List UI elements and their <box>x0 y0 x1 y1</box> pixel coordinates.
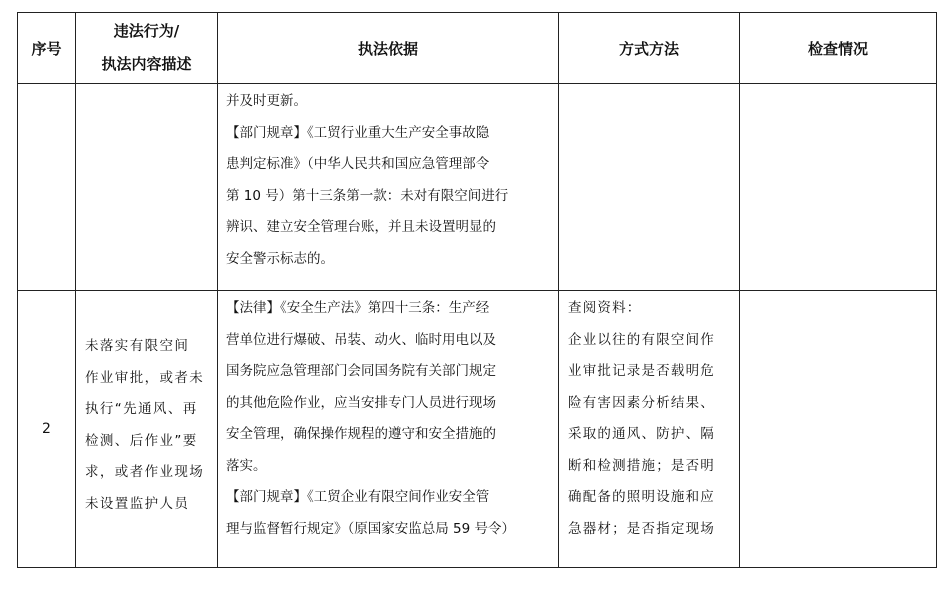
method-line: 断和检测措施；是否明 <box>568 457 715 474</box>
enforcement-table <box>17 12 937 568</box>
cell-behavior <box>76 84 218 291</box>
table-header-row <box>18 13 937 84</box>
behavior-line: 未落实有限空间 <box>85 338 190 354</box>
header-basis: 执法依据 <box>218 13 559 84</box>
basis-line: 安全警示标志的。 <box>226 250 334 267</box>
basis-line: 【法律】《安全生产法》第四十三条：生产经 <box>226 300 490 316</box>
basis-line: 国务院应急管理部门会同国务院有关部门规定 <box>226 363 496 379</box>
cell-result <box>740 84 937 291</box>
behavior-line: 未设置监护人员 <box>85 495 190 512</box>
basis-line: 【部门规章】《工贸行业重大生产安全事故隐 <box>226 124 490 141</box>
cell-behavior <box>76 291 218 568</box>
behavior-line: 执行“先通风、再 <box>85 401 198 417</box>
cell-basis <box>218 291 559 568</box>
method-line: 查阅资料： <box>568 300 642 316</box>
header-method: 方式方法 <box>559 13 740 84</box>
behavior-line: 求，或者作业现场 <box>85 464 205 480</box>
basis-line: 并及时更新。 <box>226 93 307 109</box>
behavior-line: 作业审批，或者未 <box>85 369 205 386</box>
basis-line: 的其他危险作业，应当安排专门人员进行现场 <box>226 394 496 411</box>
cell-basis <box>218 84 559 291</box>
header-behavior <box>76 13 218 84</box>
method-line: 业审批记录是否载明危 <box>568 363 715 379</box>
basis-line: 第 10 号）第十三条第一款：未对有限空间进行 <box>226 187 509 204</box>
cell-seq <box>18 84 76 291</box>
basis-line: 安全管理，确保操作规程的遵守和安全措施的 <box>226 426 496 442</box>
basis-line: 落实。 <box>226 457 267 474</box>
method-line: 险有害因素分析结果、 <box>568 394 715 411</box>
header-result: 检查情况 <box>740 13 937 84</box>
basis-line: 理与监督暂行规定》（原国家安监总局 59 号令） <box>226 520 516 537</box>
cell-seq: 2 <box>18 291 76 568</box>
behavior-line: 检测、后作业”要 <box>85 432 198 449</box>
method-line: 采取的通风、防护、隔 <box>568 426 715 442</box>
header-behavior-line2: 执法内容描述 <box>101 55 192 73</box>
method-line: 企业以往的有限空间作 <box>568 331 715 348</box>
cell-method <box>559 291 740 568</box>
method-line: 急器材；是否指定现场 <box>568 520 715 537</box>
method-line: 确配备的照明设施和应 <box>568 489 715 505</box>
basis-line: 营单位进行爆破、吊装、动火、临时用电以及 <box>226 331 496 348</box>
basis-line: 【部门规章】《工贸企业有限空间作业安全管 <box>226 489 490 505</box>
basis-line: 患判定标准》（中华人民共和国应急管理部令 <box>226 156 490 172</box>
basis-line: 辨识、建立安全管理台账，并且未设置明显的 <box>226 219 496 235</box>
header-seq: 序号 <box>18 13 76 84</box>
cell-method <box>559 84 740 291</box>
table-row <box>18 291 937 568</box>
header-behavior-line1: 违法行为/ <box>113 22 180 40</box>
table-row <box>18 84 937 291</box>
cell-result <box>740 291 937 568</box>
